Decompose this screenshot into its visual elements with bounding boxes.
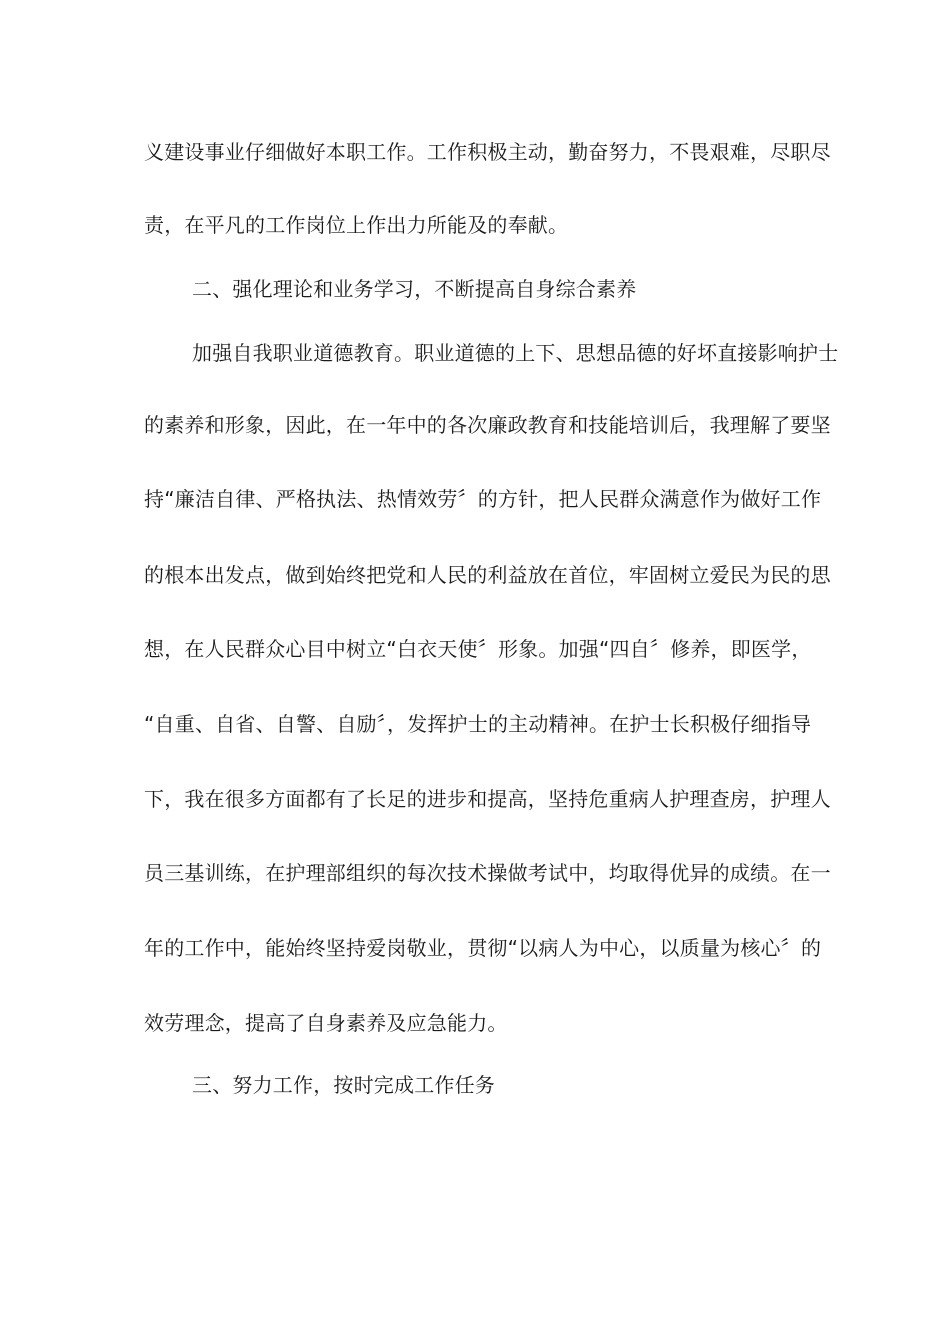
text-line: 想，在人民群众心目中树立“白衣天使〞形象。加强“四自〞修养，即医学， — [144, 637, 812, 661]
text-line: 持“廉洁自律、严格执法、热情效劳〞的方针，把人民群众满意作为做好工作 — [144, 487, 822, 511]
text-line: 责，在平凡的工作岗位上作出力所能及的奉献。 — [144, 213, 569, 237]
paragraph-first-line: 加强自我职业道德教育。职业道德的上下、思想品德的好坏直接影响护士 — [192, 341, 839, 365]
text-line: 义建设事业仔细做好本职工作。工作积极主动，勤奋努力，不畏艰难，尽职尽 — [144, 140, 831, 164]
section-heading: 二、强化理论和业务学习，不断提高自身综合素养 — [192, 277, 637, 301]
text-line: 员三基训练，在护理部组织的每次技术操做考试中，均取得优异的成绩。在一 — [144, 861, 831, 885]
text-line: 的根本出发点，做到始终把党和人民的利益放在首位，牢固树立爱民为民的思 — [144, 563, 831, 587]
text-line: 年的工作中，能始终坚持爱岗敬业，贯彻“以病人为中心，以质量为核心〞的 — [144, 936, 822, 960]
text-line: “自重、自省、自警、自励〞，发挥护士的主动精神。在护士长积极仔细指导 — [144, 712, 812, 736]
text-line: 下，我在很多方面都有了长足的进步和提高，坚持危重病人护理查房，护理人 — [144, 787, 831, 811]
text-line: 的素养和形象，因此，在一年中的各次廉政教育和技能培训后，我理解了要坚 — [144, 413, 831, 437]
section-heading: 三、努力工作，按时完成工作任务 — [192, 1073, 495, 1097]
text-line: 效劳理念，提高了自身素养及应急能力。 — [144, 1011, 508, 1035]
